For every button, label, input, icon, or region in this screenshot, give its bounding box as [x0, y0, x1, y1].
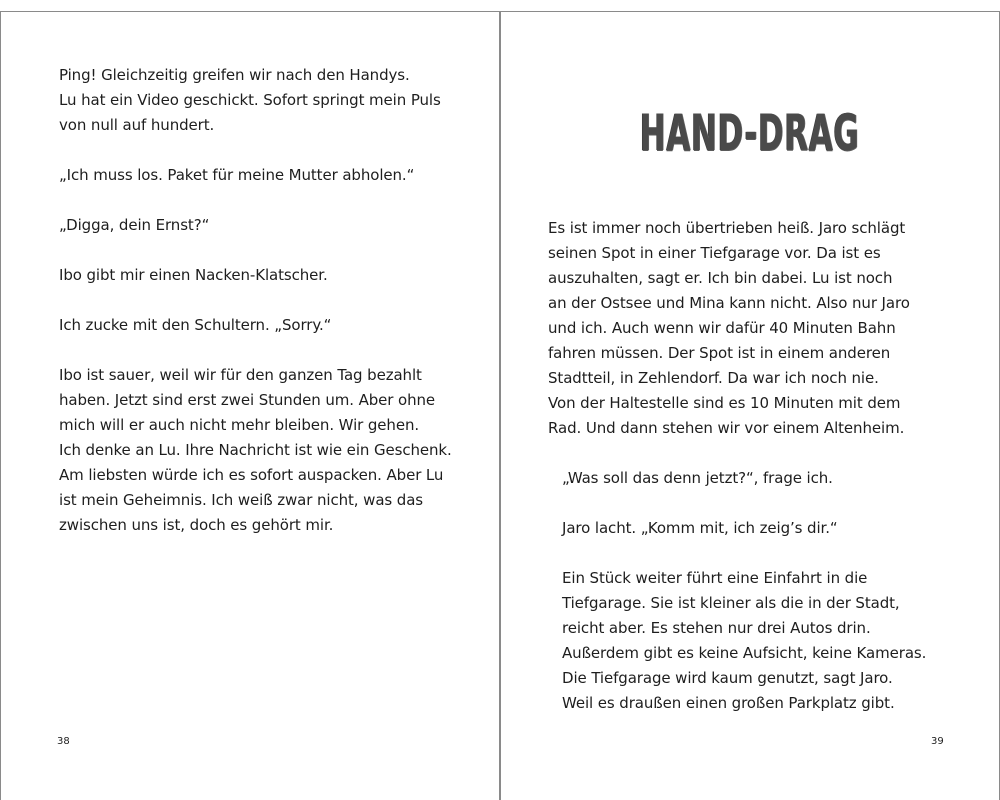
text-line: Ibo ist sauer, weil wir für den ganzen Tag bezahlt	[59, 366, 422, 384]
paragraph-6	[45, 363, 465, 538]
text-line: Ein Stück weiter führt eine Einfahrt in die	[562, 569, 868, 587]
text-line: Lu hat ein Video geschickt. Sofort springt mein Puls	[59, 91, 441, 109]
text-line: Es ist immer noch übertrieben heiß. Jaro schlägt	[548, 219, 906, 237]
text-line: „Ich muss los. Paket für meine Mutter abholen.“	[59, 166, 415, 184]
text-line: auszuhalten, sagt er. Ich bin dabei. Lu ist noch	[548, 269, 893, 287]
paragraph-2	[548, 466, 968, 491]
text-line: Jaro lacht. „Komm mit, ich zeig’s dir.“	[562, 519, 838, 537]
right-page	[501, 11, 999, 800]
text-line: und ich. Auch wenn wir dafür 40 Minuten Bahn	[548, 319, 896, 337]
paragraph-3	[548, 516, 968, 541]
paragraph-1	[45, 63, 465, 138]
text-line: „Was soll das denn jetzt?“, frage ich.	[562, 469, 833, 487]
text-line: „Digga, dein Ernst?“	[59, 216, 210, 234]
text-line: mich will er auch nicht mehr bleiben. Wir gehen.	[59, 416, 420, 434]
paragraph-4	[548, 566, 968, 716]
left-page	[1, 11, 499, 800]
paragraph-4	[45, 263, 465, 288]
text-line: Ich denke an Lu. Ihre Nachricht ist wie ein Geschenk.	[59, 441, 452, 459]
text-line: ist mein Geheimnis. Ich weiß zwar nicht, was das	[59, 491, 424, 509]
text-line: Am liebsten würde ich es sofort auspacken. Aber Lu	[59, 466, 444, 484]
page-number-left: 38	[57, 736, 70, 747]
paragraph-5	[45, 313, 465, 338]
paragraph-1	[548, 216, 968, 441]
text-line: fahren müssen. Der Spot ist in einem anderen	[548, 344, 891, 362]
paragraph-2	[45, 163, 465, 188]
text-line: haben. Jetzt sind erst zwei Stunden um. Aber ohne	[59, 391, 436, 409]
text-line: reicht aber. Es stehen nur drei Autos drin.	[562, 619, 871, 637]
text-line: Ibo gibt mir einen Nacken-Klatscher.	[59, 266, 328, 284]
left-page-body	[45, 63, 465, 563]
text-line: Tiefgarage. Sie ist kleiner als die in der Stadt,	[562, 594, 900, 612]
text-line: zwischen uns ist, doch es gehört mir.	[59, 516, 334, 534]
paragraph-3	[45, 213, 465, 238]
text-line: von null auf hundert.	[59, 116, 215, 134]
text-line: Außerdem gibt es keine Aufsicht, keine Kameras.	[562, 644, 927, 662]
text-line: seinen Spot in einer Tiefgarage vor. Da ist es	[548, 244, 881, 262]
page-number-right: 39	[931, 736, 944, 747]
text-line: Ich zucke mit den Schultern. „Sorry.“	[59, 316, 332, 334]
text-line: Weil es draußen einen großen Parkplatz gibt.	[562, 694, 895, 712]
text-line: Die Tiefgarage wird kaum genutzt, sagt Jaro.	[562, 669, 893, 687]
text-line: Ping! Gleichzeitig greifen wir nach den Handys.	[59, 66, 410, 84]
right-page-body	[548, 216, 968, 741]
chapter-title: HAND-DRAG	[639, 104, 860, 162]
text-line: an der Ostsee und Mina kann nicht. Also nur Jaro	[548, 294, 910, 312]
text-line: Stadtteil, in Zehlendorf. Da war ich noch nie.	[548, 369, 879, 387]
text-line: Von der Haltestelle sind es 10 Minuten mit dem	[548, 394, 901, 412]
text-line: Rad. Und dann stehen wir vor einem Altenheim.	[548, 419, 905, 437]
